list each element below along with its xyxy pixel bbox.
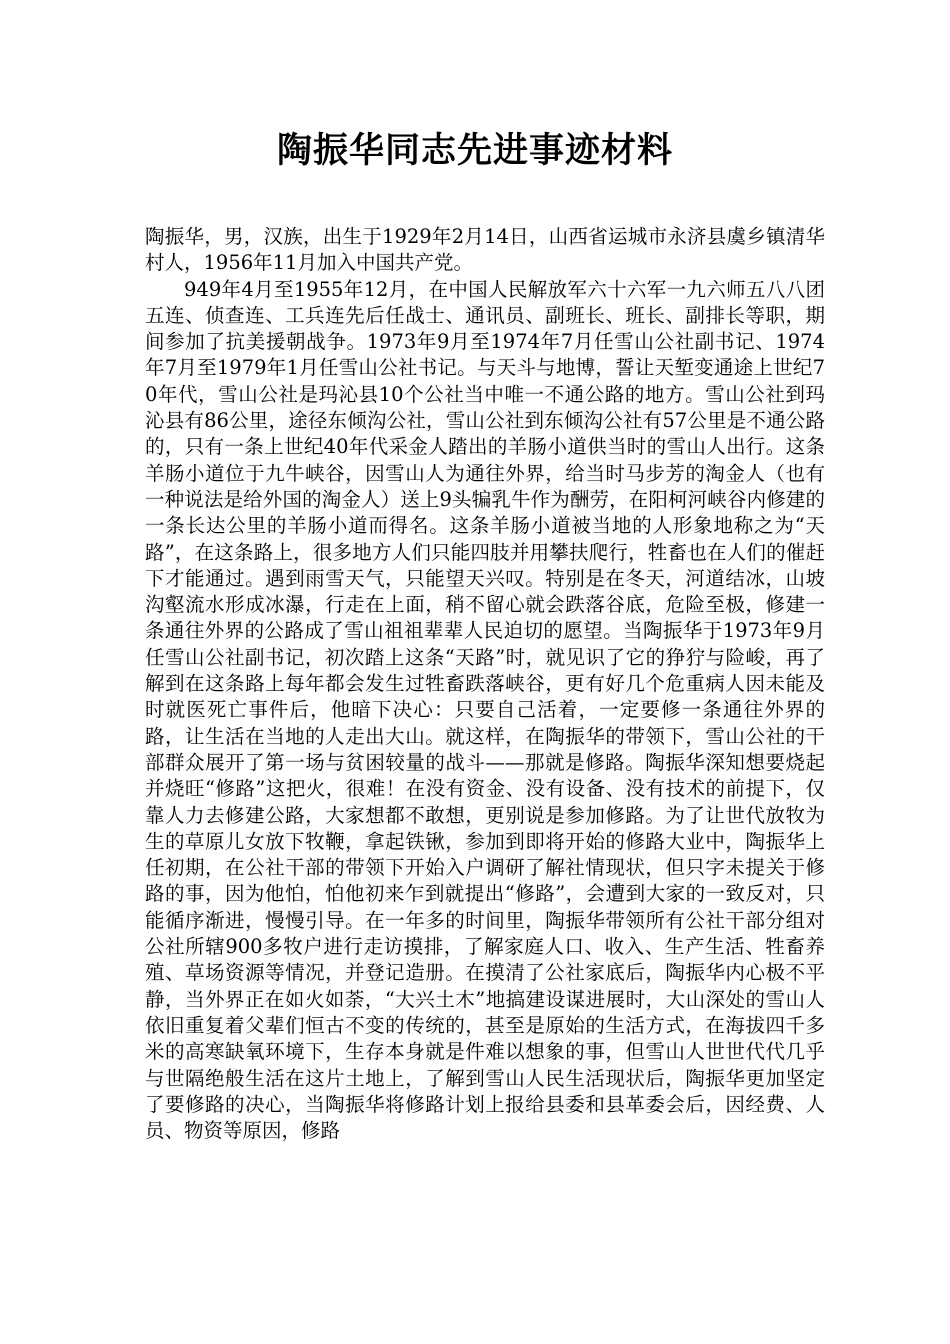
- paragraph-intro: 陶振华，男，汉族，出生于1929年2月14日，山西省运城市永济县虞乡镇清华村人，1956年11月加入中国共产党。: [145, 225, 825, 275]
- paragraph-career: 949年4月至1955年12月，在中国人民解放军六十六军一九六师五八八团五连、侦查连、工兵连先后任战士、通讯员、副班长、班长、副排长等职，期间参加了抗美援朝战争。1973年9月至1974年7月任雪山公社副书记、1974年7月至1979年1月任雪山公社书记。与天斗与地博，誓让天堑变通途上世纪70年代，雪山公社是玛沁县10个公社当中唯一不通公路的地方。雪山公社到玛沁县有86公里，途径东倾沟公社，雪山公社到东倾沟公社有57公里是不通公路的，只有一条上世纪40年代采金人踏出的羊肠小道供当时的雪山人出行。这条羊肠小道位于九牛峡谷，因雪山人为通往外界，给当时马步芳的淘金人（也有一种说法是给外国的淘金人）送上9头犏乳牛作为酬劳，在阳柯河峡谷内修建的一条长达公里的羊肠小道而得名。这条羊肠小道被当地的人形象地称之为“天路”，在这条路上，很多地方人们只能四肢并用攀扶爬行，牲畜也在人们的催赶下才能通过。遇到雨雪天气，只能望天兴叹。特别是在冬天，河道结冰，山坡沟壑流水形成冰瀑，行走在上面，稍不留心就会跌落谷底，危险至极，修建一条通往外界的公路成了雪山祖祖辈辈人民迫切的愿望。当陶振华于1973年9月任雪山公社副书记，初次踏上这条“天路”时，就见识了它的狰狞与险峻，再了解到在这条路上每年都会发生过牲畜跌落峡谷，更有好几个危重病人因未能及时就医死亡事件后，他暗下决心：只要自己活着，一定要修一条通往外界的路，让生活在当地的人走出大山。就这样，在陶振华的带领下，雪山公社的干部群众展开了第一场与贫困较量的战斗——那就是修路。陶振华深知想要烧起并烧旺“修路”这把火，很难！在没有资金、没有设备、没有技术的前提下，仅靠人力去修建公路，大家想都不敢想，更别说是参加修路。为了让世代放牧为生的草原儿女放下牧鞭，拿起铁锹，参加到即将开始的修路大业中，陶振华上任初期，在公社干部的带领下开始入户调研了解社情现状，但只字未提关于修路的事，因为他怕，怕他初来乍到就提出“修路”，会遭到大家的一致反对，只能循序渐进，慢慢引导。在一年多的时间里，陶振华带领所有公社干部分组对公社所辖900多牧户进行走访摸排，了解家庭人口、收入、生产生活、牲畜养殖、草场资源等情况，并登记造册。在摸清了公社家底后，陶振华内心极不平静，当外界正在如火如荼，“大兴土木”地搞建设谋进展时，大山深处的雪山人依旧重复着父辈们恒古不变的传统的，甚至是原始的生活方式，在海拔四千多米的高寒缺氧环境下，生存本身就是件难以想象的事，但雪山人世世代代几乎与世隔绝般生活在这片土地上，了解到雪山人民生活现状后，陶振华更加坚定了要修路的决心，当陶振华将修路计划上报给县委和县革委会后，因经费、人员、物资等原因，修路: [145, 277, 825, 1143]
- document-body: [145, 224, 825, 1144]
- document-title: 陶振华同志先进事迹材料: [276, 131, 673, 171]
